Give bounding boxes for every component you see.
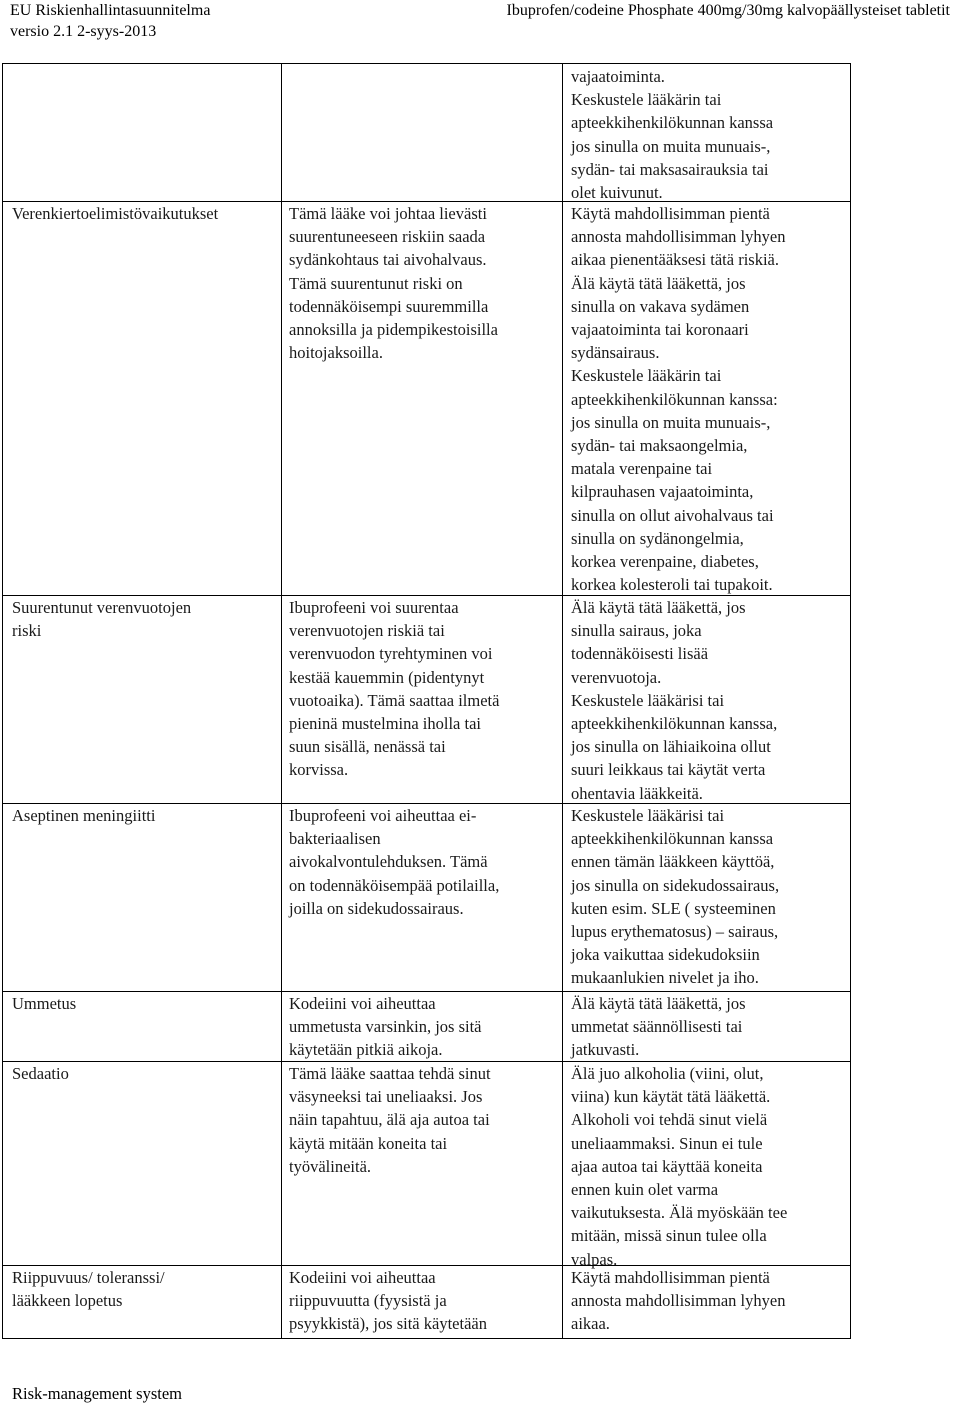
risk-advice-cell bbox=[571, 1062, 787, 1271]
risk-advice-cell bbox=[571, 1266, 785, 1336]
risk-description-cell bbox=[289, 1266, 487, 1336]
cell-text-line: apteekkihenkilökunnan kanssa, bbox=[571, 714, 778, 734]
cell-text-line: ummetusta varsinkin, jos sitä bbox=[289, 1017, 482, 1037]
cell-text-line: sinulla on ollut aivohalvaus tai bbox=[571, 505, 774, 525]
cell-text-line: Keskustele lääkärin tai bbox=[571, 366, 722, 386]
cell-text-line: olet kuivunut. bbox=[571, 183, 663, 203]
cell-text-line: lääkkeen lopetus bbox=[12, 1291, 123, 1311]
cell-text-line: apteekkihenkilökunnan kanssa bbox=[571, 113, 774, 133]
cell-text-line: työvälineitä. bbox=[289, 1156, 372, 1176]
cell-text-line: Keskustele lääkärisi tai bbox=[571, 690, 725, 710]
cell-text-line: ummetat säännöllisesti tai bbox=[571, 1017, 743, 1037]
risk-description-cell bbox=[289, 992, 481, 1062]
cell-text-line: vajaatoiminta. bbox=[571, 67, 665, 86]
cell-text-line: lupus erythematosus) – sairaus, bbox=[571, 922, 779, 942]
cell-text-line: ennen kuin olet varma bbox=[571, 1180, 719, 1200]
cell-text-line: Älä käytä tätä lääkettä, jos bbox=[571, 994, 746, 1013]
column-divider bbox=[562, 64, 563, 1338]
risk-name-cell bbox=[12, 1266, 165, 1312]
cell-text-line: vaikutuksesta. Älä myöskään tee bbox=[571, 1203, 788, 1223]
cell-text-line: Tämä suurentunut riski on bbox=[289, 273, 463, 293]
page-footer: Risk-management system bbox=[12, 1384, 183, 1403]
risk-advice-cell bbox=[571, 65, 773, 204]
cell-text-line: kilprauhasen vajaatoiminta, bbox=[571, 482, 754, 502]
cell-text-line: annoksilla ja pidempikestoisilla bbox=[289, 320, 498, 340]
cell-text-line: suurentuneeseen riskiin saada bbox=[289, 227, 486, 247]
cell-text-line: riippuvuutta (fyysistä ja bbox=[289, 1291, 447, 1311]
risk-description-cell bbox=[289, 1062, 491, 1178]
cell-text-line: Keskustele lääkärisi tai bbox=[571, 806, 725, 825]
risk-description-cell bbox=[289, 596, 499, 782]
cell-text-line: matala verenpaine tai bbox=[571, 459, 713, 479]
header-version: versio 2.1 2-syys-2013 bbox=[10, 23, 157, 40]
cell-text-line: käytä mitään koneita tai bbox=[289, 1133, 448, 1153]
cell-text-line: Sedaatio bbox=[12, 1064, 69, 1083]
cell-text-line: vuotoaika). Tämä saattaa ilmetä bbox=[289, 690, 500, 710]
cell-text-line: Tämä lääke saattaa tehdä sinut bbox=[289, 1064, 491, 1083]
cell-text-line: Keskustele lääkärin tai bbox=[571, 90, 722, 110]
cell-text-line: Käytä mahdollisimman pientä bbox=[571, 204, 770, 223]
cell-text-line: Ibuprofeeni voi suurentaa bbox=[289, 598, 459, 617]
cell-text-line: väsyneeksi tai uneliaaksi. Jos bbox=[289, 1087, 483, 1107]
cell-text-line: sydän- tai maksasairauksia tai bbox=[571, 159, 769, 179]
cell-text-line: jos sinulla on muita munuais-, bbox=[571, 412, 771, 432]
cell-text-line: aikaa pienentääksesi tätä riskiä. bbox=[571, 250, 779, 270]
cell-text-line: Tämä lääke voi johtaa lievästi bbox=[289, 204, 487, 223]
cell-text-line: suun sisällä, nenässä tai bbox=[289, 737, 446, 757]
cell-text-line: Aseptinen meningiitti bbox=[12, 806, 156, 825]
cell-text-line: korvissa. bbox=[289, 760, 349, 780]
risk-advice-cell bbox=[571, 202, 785, 596]
cell-text-line: joilla on sidekudossairaus. bbox=[289, 898, 464, 918]
cell-text-line: apteekkihenkilökunnan kanssa: bbox=[571, 389, 778, 409]
cell-text-line: pieninä mustelmina iholla tai bbox=[289, 714, 481, 734]
risk-description-cell bbox=[289, 202, 498, 364]
cell-text-line: bakteriaalisen bbox=[289, 829, 381, 849]
cell-text-line: korkea verenpaine, diabetes, bbox=[571, 552, 759, 572]
cell-text-line: ennen tämän lääkkeen käyttöä, bbox=[571, 852, 775, 872]
cell-text-line: jos sinulla on sidekudossairaus, bbox=[571, 875, 780, 895]
cell-text-line: aivokalvontulehduksen. Tämä bbox=[289, 852, 488, 872]
cell-text-line: todennäköisempi suuremmilla bbox=[289, 296, 489, 316]
risk-name-cell bbox=[12, 1062, 69, 1085]
cell-text-line: sinulla sairaus, joka bbox=[571, 621, 702, 641]
cell-text-line: sinulla on vakava sydämen bbox=[571, 296, 750, 316]
risk-name-cell bbox=[12, 992, 76, 1015]
cell-text-line: apteekkihenkilökunnan kanssa bbox=[571, 829, 774, 849]
cell-text-line: sydänsairaus. bbox=[571, 343, 660, 363]
cell-text-line: Kodeiini voi aiheuttaa bbox=[289, 1268, 436, 1287]
cell-text-line: korkea kolesteroli tai tupakoit. bbox=[571, 575, 773, 595]
cell-text-line: on todennäköisempää potilailla, bbox=[289, 875, 500, 895]
cell-text-line: annosta mahdollisimman lyhyen bbox=[571, 1291, 786, 1311]
column-divider bbox=[281, 64, 282, 1338]
risk-advice-cell bbox=[571, 596, 777, 805]
cell-text-line: joka vaikuttaa sidekudoksiin bbox=[571, 945, 760, 965]
page-header bbox=[10, 0, 950, 48]
cell-text-line: hoitojaksoilla. bbox=[289, 343, 383, 363]
cell-text-line: Suurentunut verenvuotojen bbox=[12, 598, 192, 617]
risk-name-cell bbox=[12, 202, 218, 225]
cell-text-line: Alkoholi voi tehdä sinut vielä bbox=[571, 1110, 768, 1130]
risk-table bbox=[2, 63, 851, 1339]
cell-text-line: ohentavia lääkkeitä. bbox=[571, 783, 703, 803]
cell-text-line: mitään, missä sinun tulee olla bbox=[571, 1226, 767, 1246]
risk-description-cell bbox=[289, 804, 499, 920]
cell-text-line: Riippuvuus/ toleranssi/ bbox=[12, 1268, 165, 1287]
cell-text-line: suuri leikkaus tai käytät verta bbox=[571, 760, 766, 780]
cell-text-line: Älä käytä tätä lääkettä, jos bbox=[571, 273, 746, 293]
cell-text-line: Ibuprofeeni voi aiheuttaa ei- bbox=[289, 806, 477, 825]
cell-text-line: verenvuotojen riskiä tai bbox=[289, 621, 445, 641]
header-left bbox=[10, 0, 210, 42]
cell-text-line: vajaatoiminta tai koronaari bbox=[571, 320, 749, 340]
cell-text-line: käytetään pitkiä aikoja. bbox=[289, 1040, 443, 1060]
cell-text-line: Kodeiini voi aiheuttaa bbox=[289, 994, 436, 1013]
cell-text-line: näin tapahtuu, älä aja autoa tai bbox=[289, 1110, 490, 1130]
cell-text-line: kestää kauemmin (pidentynyt bbox=[289, 667, 485, 687]
cell-text-line: Ummetus bbox=[12, 994, 77, 1013]
header-product: Ibuprofen/codeine Phosphate 400mg/30mg kalvopäällysteiset tabletit bbox=[506, 2, 950, 19]
cell-text-line: todennäköisesti lisää bbox=[571, 644, 709, 664]
risk-advice-cell bbox=[571, 804, 779, 990]
cell-text-line: annosta mahdollisimman lyhyen bbox=[571, 227, 786, 247]
cell-text-line: kuten esim. SLE ( systeeminen bbox=[571, 898, 776, 918]
cell-text-line: Käytä mahdollisimman pientä bbox=[571, 1268, 770, 1287]
cell-text-line: aikaa. bbox=[571, 1314, 610, 1334]
cell-text-line: ajaa autoa tai käyttää koneita bbox=[571, 1156, 763, 1176]
cell-text-line: psyykkistä), jos sitä käytetään bbox=[289, 1314, 487, 1334]
cell-text-line: sydän- tai maksaongelmia, bbox=[571, 436, 748, 456]
risk-advice-cell bbox=[571, 992, 746, 1062]
cell-text-line: Verenkiertoelimistövaikutukset bbox=[12, 204, 219, 223]
cell-text-line: sinulla on sydänongelmia, bbox=[571, 528, 744, 548]
cell-text-line: jos sinulla on muita munuais-, bbox=[571, 136, 771, 156]
cell-text-line: verenvuotoja. bbox=[571, 667, 662, 687]
cell-text-line: sydänkohtaus tai aivohalvaus. bbox=[289, 250, 487, 270]
cell-text-line: valpas. bbox=[571, 1249, 618, 1269]
cell-text-line: uneliaammaksi. Sinun ei tule bbox=[571, 1133, 763, 1153]
cell-text-line: mukaanlukien nivelet ja iho. bbox=[571, 968, 759, 988]
cell-text-line: verenvuodon tyrehtyminen voi bbox=[289, 644, 493, 664]
header-title: EU Riskienhallintasuunnitelma bbox=[10, 2, 211, 19]
cell-text-line: Älä juo alkoholia (viini, olut, bbox=[571, 1064, 764, 1083]
cell-text-line: jos sinulla on lähiaikoina ollut bbox=[571, 737, 771, 757]
risk-name-cell bbox=[12, 804, 155, 827]
cell-text-line: riski bbox=[12, 621, 42, 641]
cell-text-line: Älä käytä tätä lääkettä, jos bbox=[571, 598, 746, 617]
risk-name-cell bbox=[12, 596, 191, 642]
cell-text-line: viina) kun käytät tätä lääkettä. bbox=[571, 1087, 771, 1107]
cell-text-line: jatkuvasti. bbox=[571, 1040, 640, 1060]
